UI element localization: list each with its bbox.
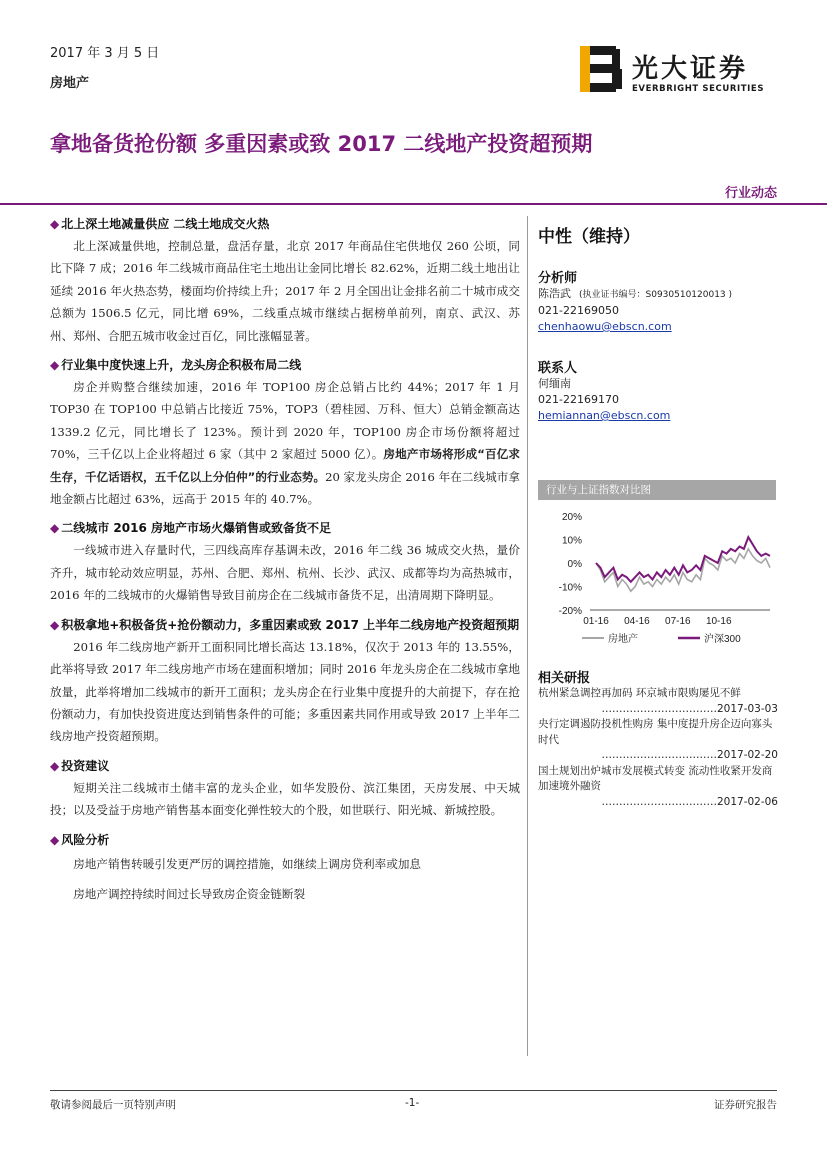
research-title[interactable]: 国土规划出炉城市发展模式转变 流动性收紧开发商加速境外融资 bbox=[538, 764, 773, 792]
comparison-chart bbox=[538, 500, 778, 650]
section-paragraph: 一线城市进入存量时代，三四线高库存基调未改，2016 年二线 36 城成交火热，量价齐升，城市轮动效应明显，苏州、合肥、郑州、杭州、长沙、武汉、成都等均为高热城市，2016 年的二线城市的火爆销售导致目前房企在二线城市备货不足，出清周期下降明显。 bbox=[50, 543, 520, 603]
y-tick-label: 10% bbox=[561, 535, 582, 547]
analyst-name-line: 陈浩武 (执业证书编号：S0930510120013 ) bbox=[538, 287, 733, 300]
report-type: 行业动态 bbox=[724, 186, 777, 201]
y-tick-label: -10% bbox=[558, 582, 582, 594]
footer-report-label: 证券研究报告 bbox=[714, 1099, 777, 1111]
everbright-logo-icon bbox=[580, 46, 626, 96]
section-heading: ◆ 行业集中度快速上升，龙头房企积极布局二线 bbox=[50, 358, 302, 373]
series-line-hs300 bbox=[596, 537, 770, 582]
page-number: -1- bbox=[405, 1097, 420, 1109]
section-heading: ◆ 风险分析 bbox=[50, 832, 110, 847]
section-heading: ◆ 投资建议 bbox=[50, 758, 110, 773]
diamond-icon: ◆ bbox=[50, 217, 60, 231]
research-date: ……………………………2017-02-06 bbox=[601, 795, 778, 808]
analyst-heading: 分析师 bbox=[538, 271, 578, 286]
chart-title: 行业与上证指数对比图 bbox=[538, 480, 776, 500]
y-tick-label: -20% bbox=[558, 606, 582, 617]
risk-item: 房地产销售转暖引发更严厉的调控措施，如继续上调房贷利率或加息 bbox=[73, 856, 422, 871]
section-heading: ◆ 北上深土地减量供应 二线土地成交火热 bbox=[50, 217, 270, 231]
page-title: 拿地备货抢份额 多重因素或致 2017 二线地产投资超预期 bbox=[50, 132, 593, 156]
y-tick-label: 20% bbox=[561, 512, 582, 523]
research-date: ……………………………2017-02-20 bbox=[601, 749, 778, 761]
main-content bbox=[50, 216, 520, 909]
contact-phone: 021-22169170 bbox=[538, 393, 619, 406]
related-research bbox=[538, 667, 778, 810]
report-date: 2017 年 3 月 5 日 bbox=[50, 46, 160, 61]
research-heading: 相关研报 bbox=[538, 671, 591, 686]
x-tick-label: 07-16 bbox=[665, 616, 691, 627]
footer-divider bbox=[50, 1090, 777, 1091]
contact-email-link[interactable]: hemiannan@ebscn.com bbox=[538, 409, 671, 422]
diamond-icon: ◆ bbox=[50, 358, 60, 373]
contact-heading: 联系人 bbox=[538, 361, 578, 376]
section-paragraph: 北上深减量供地，控制总量，盘活存量，北京 2017 年商品住宅供地仅 260 公顷，同比下降 7 成；2016 年二线城市商品住宅土地出让金同比增长 82.62%，近期二线土地出让延续 2016 年火热态势，楼面均价持续上升；2017 年 2 月全国出让金排名前二十城市成交总额为 1506.5 亿元，同比增 69%，二线重点城市继续占据榜单前列，南京、武汉、苏州、郑州、合肥五城市收金过百亿，同比涨幅显著。 bbox=[50, 239, 520, 343]
diamond-icon: ◆ bbox=[50, 758, 60, 773]
header-divider bbox=[0, 203, 827, 205]
section-paragraph: 房企并购整合继续加速，2016 年 TOP100 房企总销占比约 44%；2017 年 1 月 TOP30 在 TOP100 中总销占比接近 75%，TOP3（碧桂园、万科、恒大）总销金额高达 1339.2 亿元，同比增长了 123%。预计到 2020 年，TOP100 房企市场份额将超过 70%，三千亿以上企业将超过 6 家（其中 2 家超过 5000 亿）。房地产市场将形成“百亿求生存，千亿话语权，五千亿以上分伯仲”的行业态势。20 家龙头房企 2016 年在二线城市拿地金额占比超过 63%，远高于 2015 年的 40.7%。 bbox=[50, 380, 520, 507]
section-paragraph: 2016 年二线房地产新开工面积同比增长高达 13.18%，仅次于 2013 年的 13.55%，此举将导致 2017 年二线房地产市场在建面积增加；同时 2016 年龙头房企在二线城市拿地放量，此举将增加二线城市的新开工面积；龙头房企在行业集中度提升的大前提下，存在抢份额动力，有加快投资进度达到销售条件的可能；多重因素共同作用或导致 2017 上半年二线房地产投资超预期。 bbox=[50, 639, 520, 744]
research-item[interactable] bbox=[538, 764, 778, 811]
section-heading: ◆ 二线城市 2016 房地产市场火爆销售或致备货不足 bbox=[50, 521, 331, 536]
research-title[interactable]: 央行定调遏防投机性购房 集中度提升房企迈向寡头时代 bbox=[538, 718, 773, 746]
analyst-phone: 021-22169050 bbox=[538, 304, 619, 317]
diamond-icon: ◆ bbox=[50, 617, 60, 632]
logo-text-en: EVERBRIGHT SECURITIES bbox=[632, 84, 765, 94]
sector-label: 房地产 bbox=[50, 76, 90, 91]
risk-item: 房地产调控持续时间过长导致房企资金链断裂 bbox=[73, 886, 306, 901]
column-divider bbox=[527, 216, 528, 1056]
legend-label: 沪深300 bbox=[704, 634, 741, 645]
diamond-icon: ◆ bbox=[50, 521, 60, 536]
logo-text-cn: 光大证券 bbox=[632, 54, 749, 84]
sidebar bbox=[538, 222, 783, 424]
rating: 中性（维持） bbox=[538, 227, 640, 247]
footer-disclaimer: 敬请参阅最后一页特别声明 bbox=[50, 1099, 176, 1111]
legend-label: 房地产 bbox=[608, 634, 638, 645]
y-tick-label: 0% bbox=[567, 559, 582, 570]
x-tick-label: 10-16 bbox=[705, 616, 732, 627]
x-tick-label: 01-16 bbox=[583, 616, 609, 627]
analyst-email-link[interactable]: chenhaowu@ebscn.com bbox=[538, 320, 672, 333]
bold-highlight: 房地产市场将形成“百亿求生存，千亿话语权，五千亿以上分伯仲”的行业态势。 bbox=[50, 447, 520, 484]
section-heading: ◆ 积极拿地+积极备货+抢份额动力，多重因素或致 2017 上半年二线房地产投资超预期 bbox=[50, 617, 520, 632]
analyst-license: (执业证书编号：S0930510120013 ) bbox=[579, 290, 733, 300]
series-line-real-estate bbox=[596, 549, 770, 591]
research-item[interactable] bbox=[538, 717, 778, 764]
research-item[interactable] bbox=[538, 686, 778, 717]
x-tick-label: 04-16 bbox=[624, 616, 650, 627]
research-date: ……………………………2017-03-03 bbox=[601, 702, 778, 715]
contact-name: 何缅南 bbox=[538, 377, 571, 390]
section-paragraph: 短期关注二线城市土储丰富的龙头企业，如华发股份、滨江集团，天房发展、中天城投；以及受益于房地产销售基本面变化弹性较大的个股，如世联行、阳光城、新城控股。 bbox=[50, 780, 520, 818]
research-title[interactable]: 杭州紧急调控再加码 环京城市限购屡见不鲜 bbox=[538, 687, 741, 699]
diamond-icon: ◆ bbox=[50, 832, 60, 847]
